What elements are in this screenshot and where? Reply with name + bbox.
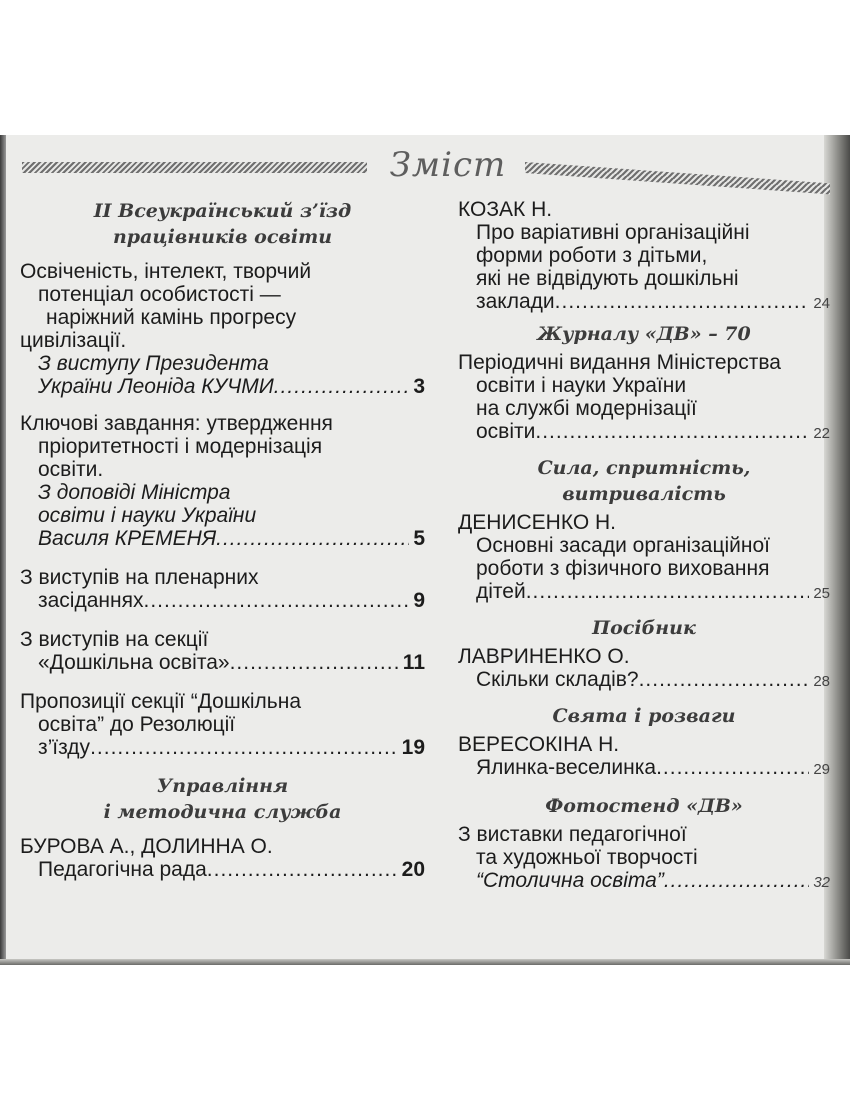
entry-source-line: України Леоніда КУЧМИ: [38, 375, 274, 398]
section-heading-line: витривалість: [562, 483, 726, 505]
entry-title-line: з’їзду: [38, 736, 91, 759]
entry-leader-line: [20, 736, 425, 759]
section-heading-line: і методична служба: [103, 801, 342, 823]
entry-author: ДЕНИСЕНКО Н.: [458, 511, 616, 534]
entry-title-line: заклади: [476, 290, 555, 313]
entry-title-line: З виступів на пленарних: [20, 566, 259, 589]
entry-title-line: Педагогічна рада: [38, 858, 207, 881]
entry-title-line: освіти: [476, 420, 536, 443]
entry-title-line: Ключові завдання: утвердження: [20, 412, 333, 435]
page-edge-bottom: [0, 959, 850, 965]
section-heading-line: Свята і розваги: [552, 705, 736, 727]
page-number: 20: [401, 858, 425, 881]
leader-dots: [639, 668, 810, 691]
toc-entry[interactable]: [20, 260, 425, 398]
section-heading-line: Фотостенд «ДВ»: [545, 795, 743, 817]
section-heading-line: Сила, спритність,: [537, 457, 751, 479]
page-number: 24: [813, 295, 830, 312]
entry-leader-line: [20, 375, 425, 398]
entry-title-line: роботи з фізичного виховання: [476, 557, 770, 580]
section-heading-management: [20, 773, 425, 825]
toc-entry[interactable]: [20, 835, 425, 881]
page-title: Зміст: [389, 145, 507, 185]
toc-entry[interactable]: [458, 823, 830, 894]
entry-title-line: З виставки педагогічної: [458, 823, 687, 846]
page-number: 32: [813, 874, 830, 891]
section-heading-line: ІІ Всеукраїнський з’їзд: [93, 200, 352, 222]
entry-leader-line: [458, 756, 830, 781]
entry-leader-line: [458, 420, 830, 445]
page-number: 22: [813, 425, 830, 442]
entry-title-line: цивілізації.: [20, 329, 127, 352]
entry-title-line: засіданнях: [38, 589, 144, 612]
leader-dots: [230, 651, 399, 674]
section-heading-strength: [458, 455, 830, 507]
leader-dots: [274, 375, 410, 398]
leader-dots: [664, 869, 809, 892]
entry-author: БУРОВА А., ДОЛИННА О.: [20, 835, 273, 858]
toc-entry[interactable]: [20, 566, 425, 612]
toc-entry[interactable]: [20, 690, 425, 759]
entry-author: ЛАВРИНЕНКО О.: [458, 645, 630, 668]
entry-leader-line: [458, 580, 830, 605]
entry-title-line: освіти і науки України: [476, 374, 687, 397]
entry-leader-line: [20, 651, 425, 674]
entry-title-line: Пропозиції секції “Дошкільна: [20, 690, 302, 713]
page-number: 11: [402, 651, 425, 674]
section-heading-line: Посібник: [592, 617, 696, 639]
entry-leader-line: [458, 290, 830, 315]
leader-dots: [143, 589, 409, 612]
entry-source-line: Василя КРЕМЕНЯ: [38, 527, 217, 550]
section-heading-journal: [458, 321, 830, 347]
page-edge-left: [0, 135, 6, 965]
toc-entry[interactable]: [458, 198, 830, 315]
entry-title-line: Скільки складів?: [476, 668, 639, 691]
decorative-rule-left: [22, 162, 367, 173]
section-heading-congress: [20, 198, 425, 250]
entry-title-line: Основні засади організаційної: [476, 534, 771, 557]
entry-title-line: та художньої творчості: [476, 846, 698, 869]
entry-title-line: Освіченість, інтелект, творчий: [20, 260, 312, 283]
leader-dots: [526, 580, 810, 603]
entry-title-line: форми роботи з дітьми,: [476, 244, 708, 267]
leader-dots: [656, 756, 809, 779]
entry-title-line: Ялинка-веселинка: [476, 756, 657, 779]
magazine-page: [0, 135, 850, 965]
entry-title-line: освіта” до Резолюції: [38, 713, 236, 736]
entry-title-line: Про варіативні організаційні: [476, 221, 750, 244]
entry-leader-line: [20, 589, 425, 612]
page-number: 25: [813, 585, 830, 602]
entry-title-line: дітей: [476, 580, 526, 603]
entry-title-line: Періодичні видання Міністерства: [458, 351, 781, 374]
section-heading-line: працівників освіти: [112, 226, 333, 248]
entry-title-line: наріжний камінь прогресу: [46, 306, 297, 329]
entry-title-line: на службі модернізації: [476, 397, 697, 420]
entry-leader-line: [20, 527, 425, 550]
leader-dots: [90, 736, 398, 759]
entry-title-line: які не відвідують дошкільні: [476, 267, 739, 290]
leader-dots: [535, 420, 809, 443]
entry-author: КОЗАК Н.: [458, 198, 553, 221]
entry-title-line: З виступів на секції: [20, 628, 209, 651]
toc-entry[interactable]: [20, 412, 425, 550]
toc-entry[interactable]: [458, 733, 830, 781]
section-heading-photostand: [458, 793, 830, 819]
toc-entry[interactable]: [20, 628, 425, 674]
entry-author: ВЕРЕСОКІНА Н.: [458, 733, 620, 756]
section-heading-manual: [458, 615, 830, 641]
section-heading-holidays: [458, 703, 830, 729]
entry-leader-line: [458, 668, 830, 693]
section-heading-line: Управління: [156, 775, 289, 797]
entry-title-line: освіти.: [38, 458, 104, 481]
page-number: 3: [413, 375, 425, 398]
entry-source-line: З виступу Президента: [38, 352, 269, 375]
entry-title-line: пріоритетності і модернізація: [38, 435, 323, 458]
entry-title-line: «Дошкільна освіта»: [38, 651, 230, 674]
leader-dots: [207, 858, 398, 881]
toc-left-column: [20, 198, 425, 881]
toc-entry[interactable]: [458, 351, 830, 445]
toc-right-column: [458, 198, 830, 894]
page-number: 28: [813, 673, 830, 690]
leader-dots: [216, 527, 409, 550]
entry-leader-line: [20, 858, 425, 881]
page-number: 5: [413, 527, 425, 550]
entry-title-line: потенціал особистості —: [38, 283, 281, 306]
decorative-rule-right: [525, 162, 830, 194]
page-number: 19: [401, 736, 425, 759]
entry-source-line: освіти і науки України: [38, 504, 257, 527]
toc-entry[interactable]: [458, 645, 830, 693]
section-heading-line: Журналу «ДВ» – 70: [537, 323, 751, 345]
toc-entry[interactable]: [458, 511, 830, 605]
leader-dots: [555, 290, 810, 313]
entry-leader-line: [458, 869, 830, 894]
entry-source-line: З доповіді Міністра: [38, 481, 231, 504]
page-number: 9: [413, 589, 425, 612]
page-number: 29: [813, 761, 830, 778]
entry-title-line: “Столична освіта”: [476, 869, 664, 892]
